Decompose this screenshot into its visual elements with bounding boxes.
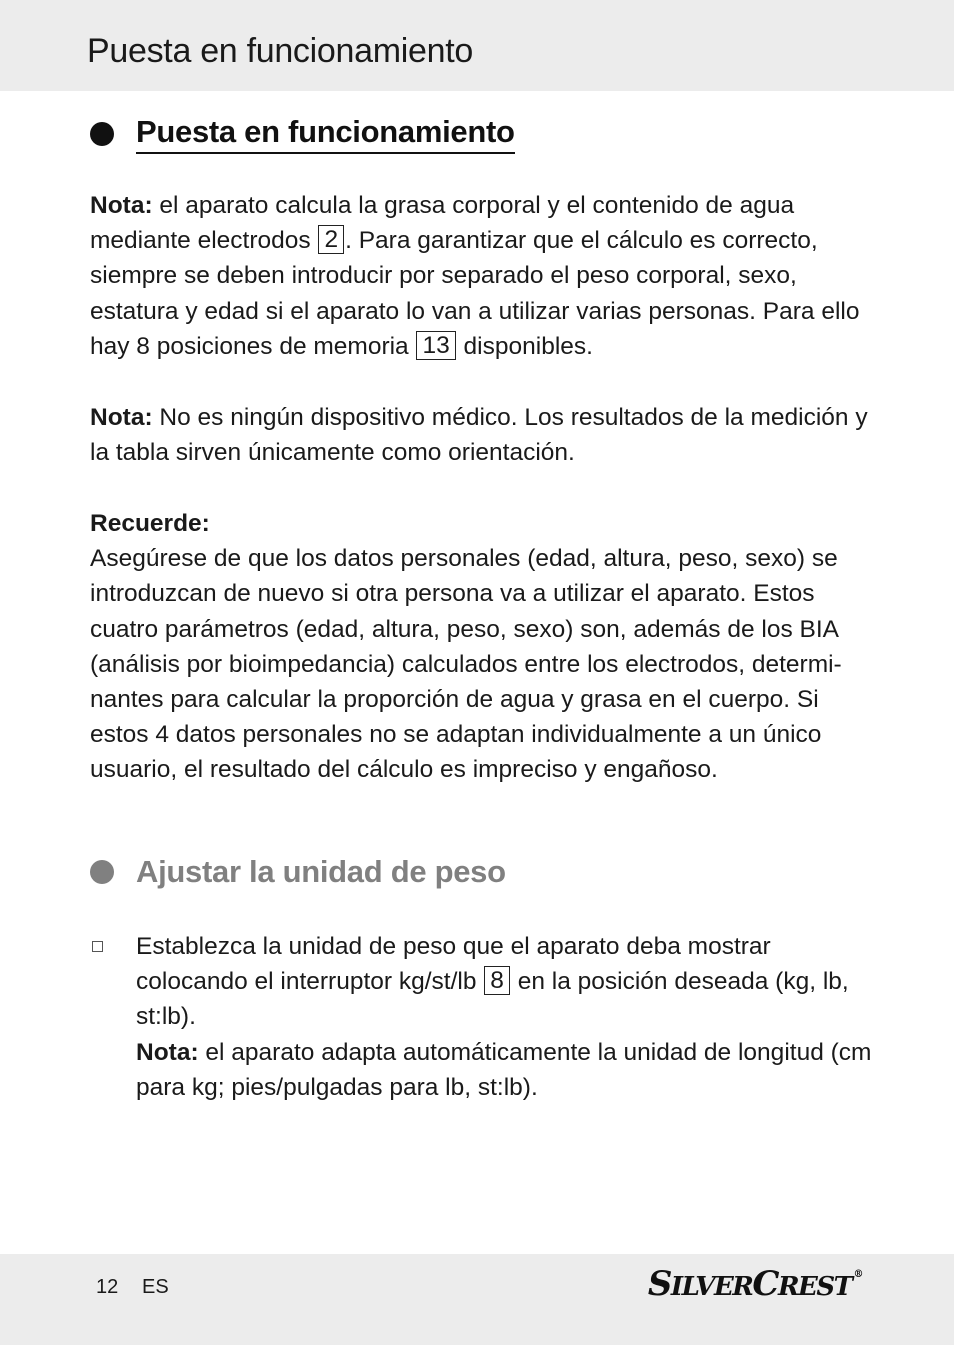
bullet-icon <box>90 860 114 884</box>
reminder-label: Recuerde: <box>90 510 210 537</box>
page-number: 12 <box>96 1276 119 1298</box>
note-text: No es ningún dispositivo médico. Los resultados de la medición y la tabla sirven únicamente como orientación. <box>90 404 868 467</box>
bullet-icon <box>90 122 114 146</box>
section-heading-text: Puesta en funcionamiento <box>136 114 515 154</box>
page-title: Puesta en funcionamiento <box>87 32 473 70</box>
note-text: disponibles. <box>456 332 593 360</box>
note-paragraph-medical <box>90 400 870 470</box>
brand-logo: SILVERCREST ® <box>647 1264 862 1304</box>
language-code: ES <box>142 1276 169 1298</box>
reference-box: 13 <box>416 331 455 360</box>
reference-box: 8 <box>484 966 510 995</box>
note-label: Nota: <box>90 192 153 219</box>
checkbox-square-icon <box>92 941 103 952</box>
note-paragraph-electrodes <box>90 188 870 364</box>
section-heading-puesta <box>90 114 515 154</box>
note-text: el aparato adapta automáticamente la unidad de longitud (cm para kg; pies/pulgadas para lb, st:lb). <box>136 1038 872 1101</box>
section-heading-text: Ajustar la unidad de peso <box>136 854 506 889</box>
note-label: Nota: <box>90 404 153 431</box>
reminder-text: Asegúrese de que los datos personales (edad, altura, peso, sexo) se introduzcan de nuevo si otra persona va a utilizar el aparato. Estos cuatro parámetros (edad, altura, peso, sexo) son, además de los BIA (análisis por bioimpedancia) calculados entre los electrodos, determi-nantes para calcular la proporción de agua y grasa en el cuerpo. Si estos 4 datos personales no se adaptan individualmente a un único usuario, el resultado del cálculo es impreciso y engañoso. <box>90 545 842 784</box>
reminder-paragraph <box>90 506 870 788</box>
list-item-text: Establezca la unidad de peso que el aparato deba mostrar colocando el interruptor kg/st/lb <box>136 933 771 996</box>
section-heading-unidad <box>90 854 506 890</box>
note-text: . Para garantizar que el cálculo es correcto, siempre se deben introducir por separado el peso corporal, sexo, estatura y edad si el aparato lo van a utilizar varias personas. Para ello hay 8 posiciones de memoria <box>90 227 860 360</box>
list-item-text: en la posición deseada (kg, lb, st:lb). <box>136 968 849 1031</box>
reference-box: 2 <box>318 225 344 254</box>
list-item-weight-unit <box>136 929 876 1105</box>
note-text: el aparato calcula la grasa corporal y el contenido de agua mediante electrodos <box>90 192 795 255</box>
note-label: Nota: <box>136 1038 199 1066</box>
